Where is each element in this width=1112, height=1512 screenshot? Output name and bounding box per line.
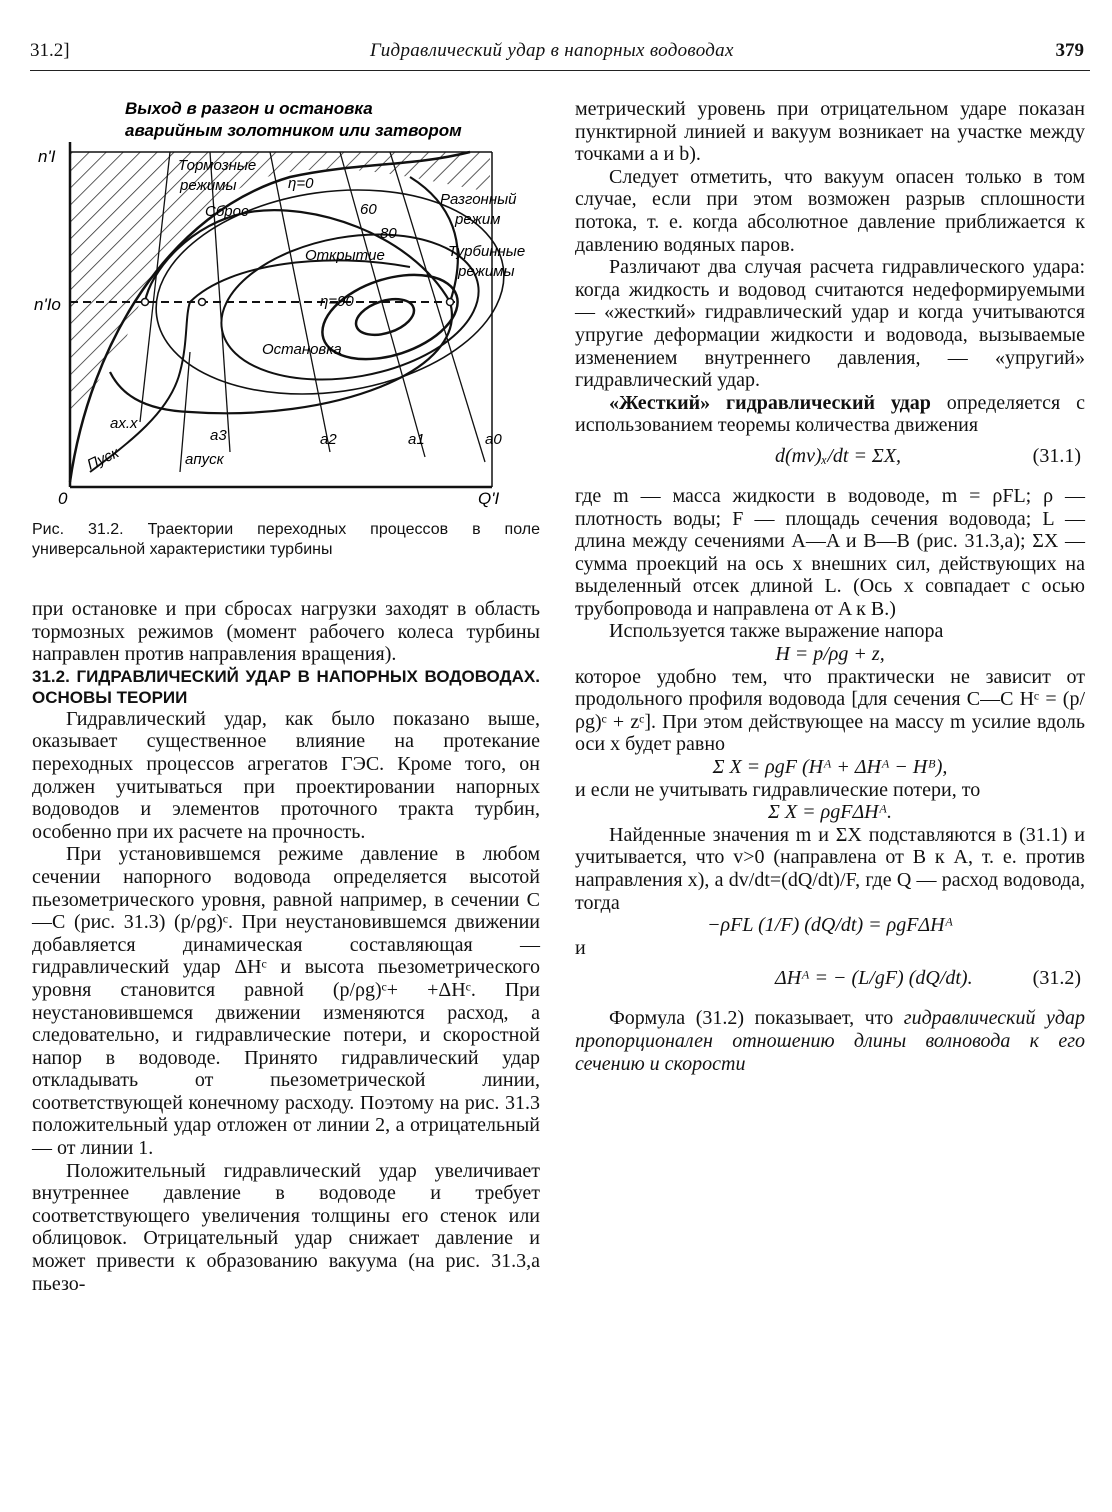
equation-31-2: ΔHᴬ = − (L/gF) (dQ/dt). (31.2) [775, 967, 1081, 990]
label-eta0: η=0 [288, 175, 314, 192]
page-number: 379 [1055, 40, 1084, 61]
equation-force-simplified: Σ X = ρgFΔHᴬ. [768, 801, 892, 824]
braking-region [70, 152, 490, 422]
label-otkrytie: Открытие [305, 247, 385, 264]
label-a2: a2 [320, 431, 337, 448]
paragraph: Положительный гидравлический удар увеличивает внутреннее давление в водоводе и требует соответствующего увеличения толщины его стенок или облицовок. Отрицательный удар снижает давление и может привести к образованию вакуума (на рис. 31.3,a пьезо- [32, 1159, 540, 1295]
label-a3: a3 [210, 427, 227, 444]
paragraph: «Жесткий» гидравлический удар определяется с использованием теоремы количества движения [575, 391, 1085, 437]
equation-number: (31.2) [1032, 967, 1081, 990]
axis-y-label: n'I [38, 147, 56, 166]
left-column [32, 598, 540, 1295]
paragraph: где m — масса жидкости в водоводе, m = ρFL; ρ — плотность воды; F — площадь сечения водовода; L — длина между сечениями A—A и B—B (рис. 31.3,a); ΣX — сумма проекций на ось x внешних сил, действующих на выделенный отсек длиной L. (Ось x совпадает с осью трубопровода и направлена от A к B.) [575, 484, 1085, 620]
label-razgon-2: режим [455, 211, 501, 228]
label-eta90: η=90 [320, 293, 354, 310]
label-razgon: Разгонный [440, 191, 517, 208]
right-column [575, 98, 1085, 1075]
label-tormoz: Тормозные [178, 157, 257, 174]
paragraph: и [575, 936, 586, 959]
equation-number: (31.1) [1032, 444, 1081, 467]
origin-label: 0 [58, 489, 68, 508]
fig-top-label-1: Выход в разгон и остановка [125, 99, 373, 118]
label-80: 80 [380, 225, 397, 242]
label-pusk: Пуск [84, 444, 122, 474]
equation-head: H = p/ρg + z, [775, 643, 885, 666]
figure-caption: Рис. 31.2. Траектории переходных процессов в поле универсальной характеристики турбины [32, 521, 540, 558]
running-header [30, 40, 1090, 71]
paragraph: Гидравлический удар, как было показано выше, оказывает существенное влияние на протекание переходных процессов агрегатов ГЭС. Кроме того, он должен учитываться при проектировании напорных водоводов и элементов проточного тракта турбин, особенно при их расчете на прочность. [32, 707, 540, 843]
eff-inner [352, 293, 419, 342]
label-turbine-2: режимы [458, 263, 515, 280]
paragraph: Найденные значения m и ΣX подставляются в (31.1) и учитывается, что v>0 (направлена от B к A, т. е. против направления x), а dv/dt=(dQ/dt)/F, где Q — расход водовода, тогда [575, 823, 1085, 914]
paragraph: При установившемся режиме давление в любом сечении напорного водовода определяется высотой пьезометрического уровня, равной например, в сечении C—C (рис. 31.3) (p/ρg)ᶜ. При неустановившемся движении добавляется динамическая составляющая — гидравлический удар ΔHᶜ и высота пьезометрического уровня становится равной (p/ρg)ᶜ+ +ΔHᶜ. При неустановившемся движении изменяются расход, а следовательно, и гидравлические потери, и скоростной напор в водоводе. Принято гидравлический удар откладывать от пьезометрической линии, соответствующей конечному расходу. Поэтому на рис. 31.3 положительный удар отложен от линии 2, а отрицательный — от линии 1. [32, 843, 540, 1160]
paragraph: при остановке и при сбросах нагрузки заходят в область тормозных режимов (момент рабочего колеса турбины направлен против направления вращения). [32, 598, 540, 666]
figure-31-2 [30, 92, 540, 512]
equation-force: Σ X = ρgF (Hᴬ + ΔHᴬ − Hᴮ), [712, 756, 948, 779]
label-a1: a1 [408, 431, 425, 448]
label-a0: a0 [485, 431, 502, 448]
label-sbros: Сброс [205, 203, 249, 220]
paragraph: Используется также выражение напора [609, 620, 944, 643]
paragraph: которое удобно тем, что практически не зависит от продольного профиля водовода [для сечения C—C Hᶜ = (p/ρg)ᶜ + zᶜ]. При этом действующее на массу m усилие вдоль оси x будет равно [575, 665, 1085, 756]
running-title: Гидравлический удар в напорных водоводах [370, 40, 734, 61]
paragraph: Формула (31.2) показывает, что гидравлический удар пропорционален отношению длины волновода к его сечению и скорости [575, 1007, 1085, 1075]
label-apusk: aпуск [185, 451, 224, 468]
italic-emphasis: гидравлический удар пропорционален отношению длины волновода к его сечению и скорости [575, 1007, 1085, 1075]
axis-x-label: Q'I [478, 489, 500, 508]
paragraph: метрический уровень при отрицательном ударе показан пунктирной линией и вакуум возникает на участке между точками a и b). [575, 98, 1085, 166]
paragraph: Различают два случая расчета гидравлического удара: когда жидкость и водовод считаются недеформируемыми — «жесткий» гидравлический удар и когда учитываются упругие деформации жидкости и водовода, вызываемые изменением внутреннего давления, — «упругий» гидравлический удар. [575, 256, 1085, 392]
label-turbine: Турбинные [448, 243, 526, 260]
section-heading: 31.2. ГИДРАВЛИЧЕСКИЙ УДАР В НАПОРНЫХ ВОДОВОДАХ. ОСНОВЫ ТЕОРИИ [32, 666, 540, 707]
label-60: 60 [360, 201, 377, 218]
paragraph: Следует отметить, что вакуум опасен только в том случае, если при этом возможен разрыв сплошности потока, т. е. когда абсолютное давление приближается к давлению водяных паров. [575, 165, 1085, 256]
equation-momentum: −ρFL (1/F) (dQ/dt) = ρgFΔHᴬ [707, 914, 953, 937]
bold-term: «Жесткий» гидравлический удар [609, 391, 931, 414]
section-number: 31.2] [30, 40, 70, 61]
fig-top-label-2: аварийным золотником или затвором [125, 121, 462, 140]
label-axx: aх.х [110, 415, 138, 432]
axis-y-ref-label: n'Io [34, 295, 61, 314]
label-ostanovka: Остановка [262, 341, 342, 358]
paragraph: и если не учитывать гидравлические потери, то [575, 778, 981, 801]
label-rezhimy: режимы [180, 177, 237, 194]
equation-31-1: d(mv)ₓ/dt = ΣX, (31.1) [775, 444, 1081, 467]
